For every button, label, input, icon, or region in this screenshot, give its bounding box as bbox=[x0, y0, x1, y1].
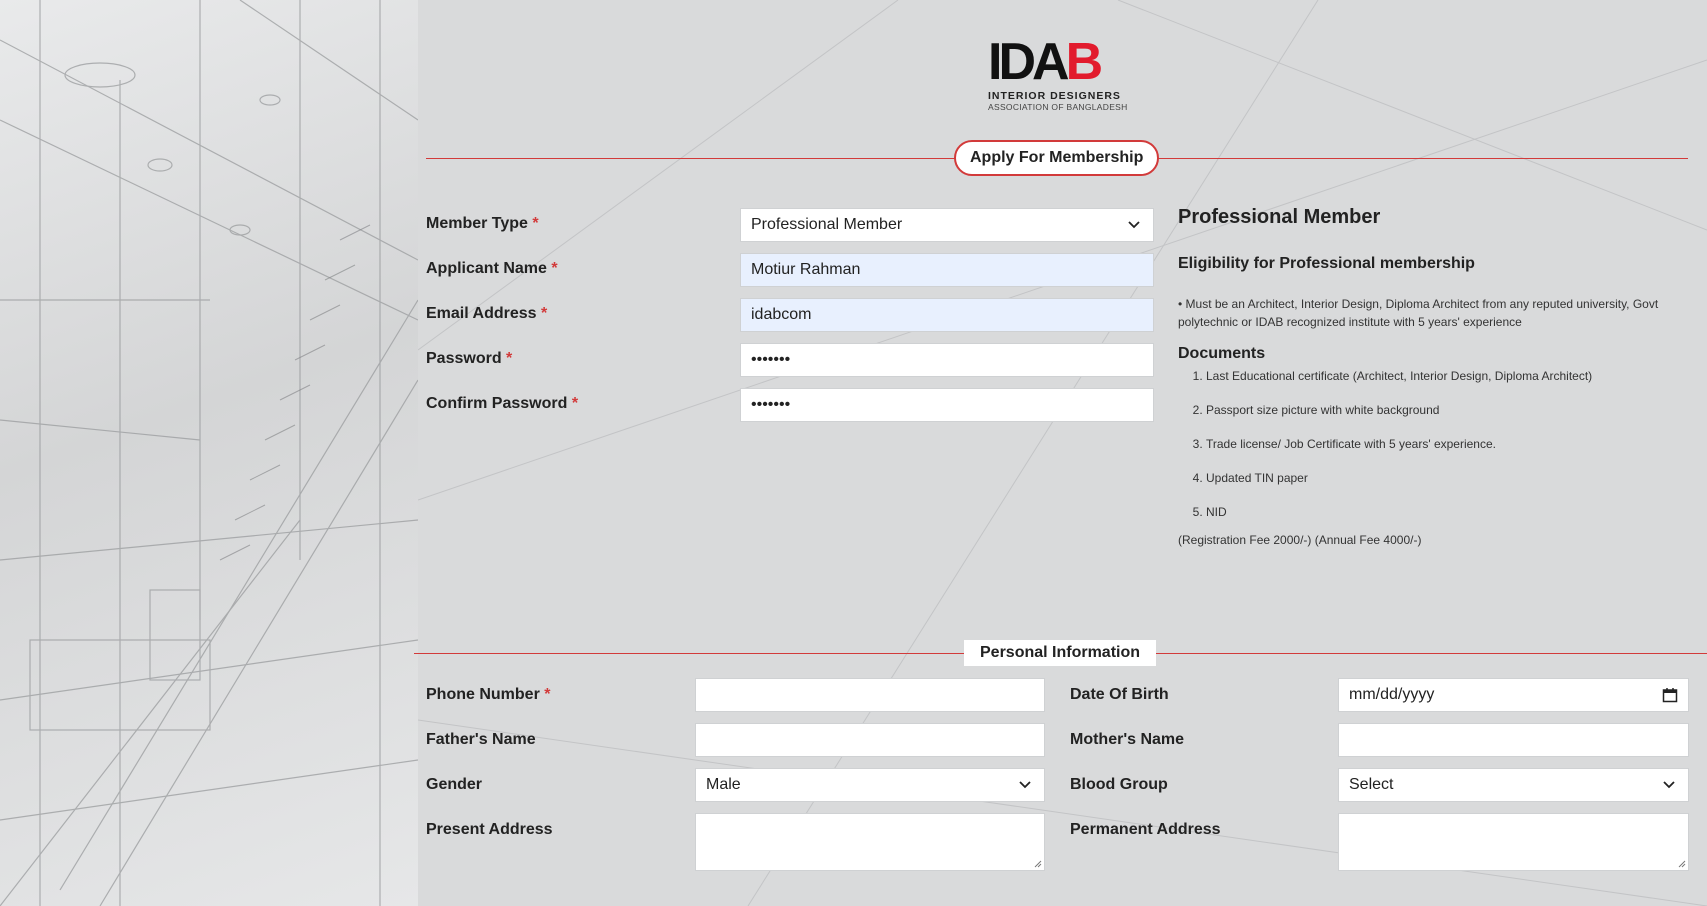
logo-mark-main: IDA bbox=[988, 33, 1066, 91]
document-item: 4. Updated TIN paper bbox=[1206, 469, 1678, 503]
confirm-password-input[interactable] bbox=[740, 388, 1154, 422]
email-value: idabcom bbox=[751, 306, 812, 323]
dob-label: Date Of Birth bbox=[1070, 686, 1169, 703]
blood-group-select[interactable] bbox=[1338, 768, 1689, 802]
password-label bbox=[426, 350, 512, 368]
required-mark: * bbox=[571, 395, 579, 412]
dob-input[interactable] bbox=[1338, 678, 1689, 712]
password-value: ••••••• bbox=[751, 351, 791, 368]
documents-list bbox=[1178, 367, 1678, 537]
applicant-name-input[interactable] bbox=[740, 253, 1154, 287]
required-mark: * bbox=[544, 686, 551, 703]
applicant-name-value: Motiur Rahman bbox=[751, 261, 861, 278]
sketch-lines bbox=[0, 0, 418, 906]
document-item: 5. NID bbox=[1206, 503, 1678, 537]
father-name-input[interactable] bbox=[695, 723, 1045, 757]
logo-mark-accent: B bbox=[1065, 33, 1100, 91]
permanent-address-label: Permanent Address bbox=[1070, 821, 1221, 838]
required-mark: * bbox=[506, 350, 513, 367]
phone-input[interactable] bbox=[695, 678, 1045, 712]
applicant-name-label bbox=[426, 260, 558, 278]
permanent-address-textarea[interactable] bbox=[1338, 813, 1689, 871]
gender-select[interactable] bbox=[695, 768, 1045, 802]
fee-text: (Registration Fee 2000/-) (Annual Fee 4000/-) bbox=[1178, 533, 1422, 547]
present-address-label: Present Address bbox=[426, 821, 553, 838]
document-item: 2. Passport size picture with white background bbox=[1206, 401, 1678, 435]
gender-value: Male bbox=[706, 776, 741, 793]
eligibility-heading: Eligibility for Professional membership bbox=[1178, 255, 1475, 272]
dob-placeholder: mm/dd/yyyy bbox=[1349, 686, 1435, 703]
blood-group-value: Select bbox=[1349, 776, 1394, 793]
document-item: 3. Trade license/ Job Certificate with 5 years' experience. bbox=[1206, 435, 1678, 469]
membership-info-title: Professional Member bbox=[1178, 206, 1381, 228]
email-input[interactable] bbox=[740, 298, 1154, 332]
chevron-down-icon bbox=[1127, 217, 1141, 231]
apply-title-badge: Apply For Membership bbox=[954, 140, 1159, 176]
main-panel bbox=[418, 0, 1707, 906]
staircase-sketch-image bbox=[0, 0, 418, 906]
confirm-password-label bbox=[426, 395, 578, 413]
member-type-select[interactable] bbox=[740, 208, 1154, 242]
phone-label bbox=[426, 686, 550, 704]
logo-tagline-1: INTERIOR DESIGNERS bbox=[988, 90, 1121, 102]
present-address-textarea[interactable] bbox=[695, 813, 1045, 871]
confirm-password-value: ••••••• bbox=[751, 396, 791, 413]
membership-info-panel bbox=[1178, 206, 1678, 547]
applicant-name-label-text: Applicant Name bbox=[426, 260, 547, 277]
father-name-label: Father's Name bbox=[426, 731, 536, 748]
calendar-icon[interactable] bbox=[1662, 687, 1678, 703]
documents-heading: Documents bbox=[1178, 345, 1266, 362]
eligibility-text: • Must be an Architect, Interior Design, Diploma Architect from any reputed university, Govt polytechnic or IDAB recognized institute with 5 years' experience bbox=[1178, 297, 1659, 329]
chevron-down-icon bbox=[1662, 777, 1676, 791]
document-item: 1. Last Educational certificate (Architect, Interior Design, Diploma Architect) bbox=[1206, 367, 1678, 401]
idab-logo bbox=[988, 33, 1128, 118]
required-mark: * bbox=[532, 215, 539, 232]
chevron-down-icon bbox=[1018, 777, 1032, 791]
required-mark: * bbox=[551, 260, 558, 277]
mother-name-input[interactable] bbox=[1338, 723, 1689, 757]
member-type-value: Professional Member bbox=[751, 216, 903, 233]
confirm-password-label-text: Confirm Password bbox=[426, 395, 568, 412]
password-label-text: Password bbox=[426, 350, 502, 367]
logo-tagline-2: ASSOCIATION OF BANGLADESH bbox=[988, 102, 1128, 112]
email-label bbox=[426, 305, 547, 323]
logo-mark bbox=[988, 33, 1128, 91]
password-input[interactable] bbox=[740, 343, 1154, 377]
resize-grip-icon[interactable] bbox=[1678, 860, 1686, 868]
blood-group-label: Blood Group bbox=[1070, 776, 1168, 793]
member-type-label-text: Member Type bbox=[426, 215, 528, 232]
mother-name-label: Mother's Name bbox=[1070, 731, 1185, 748]
gender-label: Gender bbox=[426, 776, 483, 793]
phone-label-text: Phone Number bbox=[426, 686, 540, 703]
member-type-label bbox=[426, 215, 539, 233]
email-label-text: Email Address bbox=[426, 305, 537, 322]
required-mark: * bbox=[541, 305, 548, 322]
personal-info-heading: Personal Information bbox=[964, 640, 1156, 666]
resize-grip-icon[interactable] bbox=[1034, 860, 1042, 868]
